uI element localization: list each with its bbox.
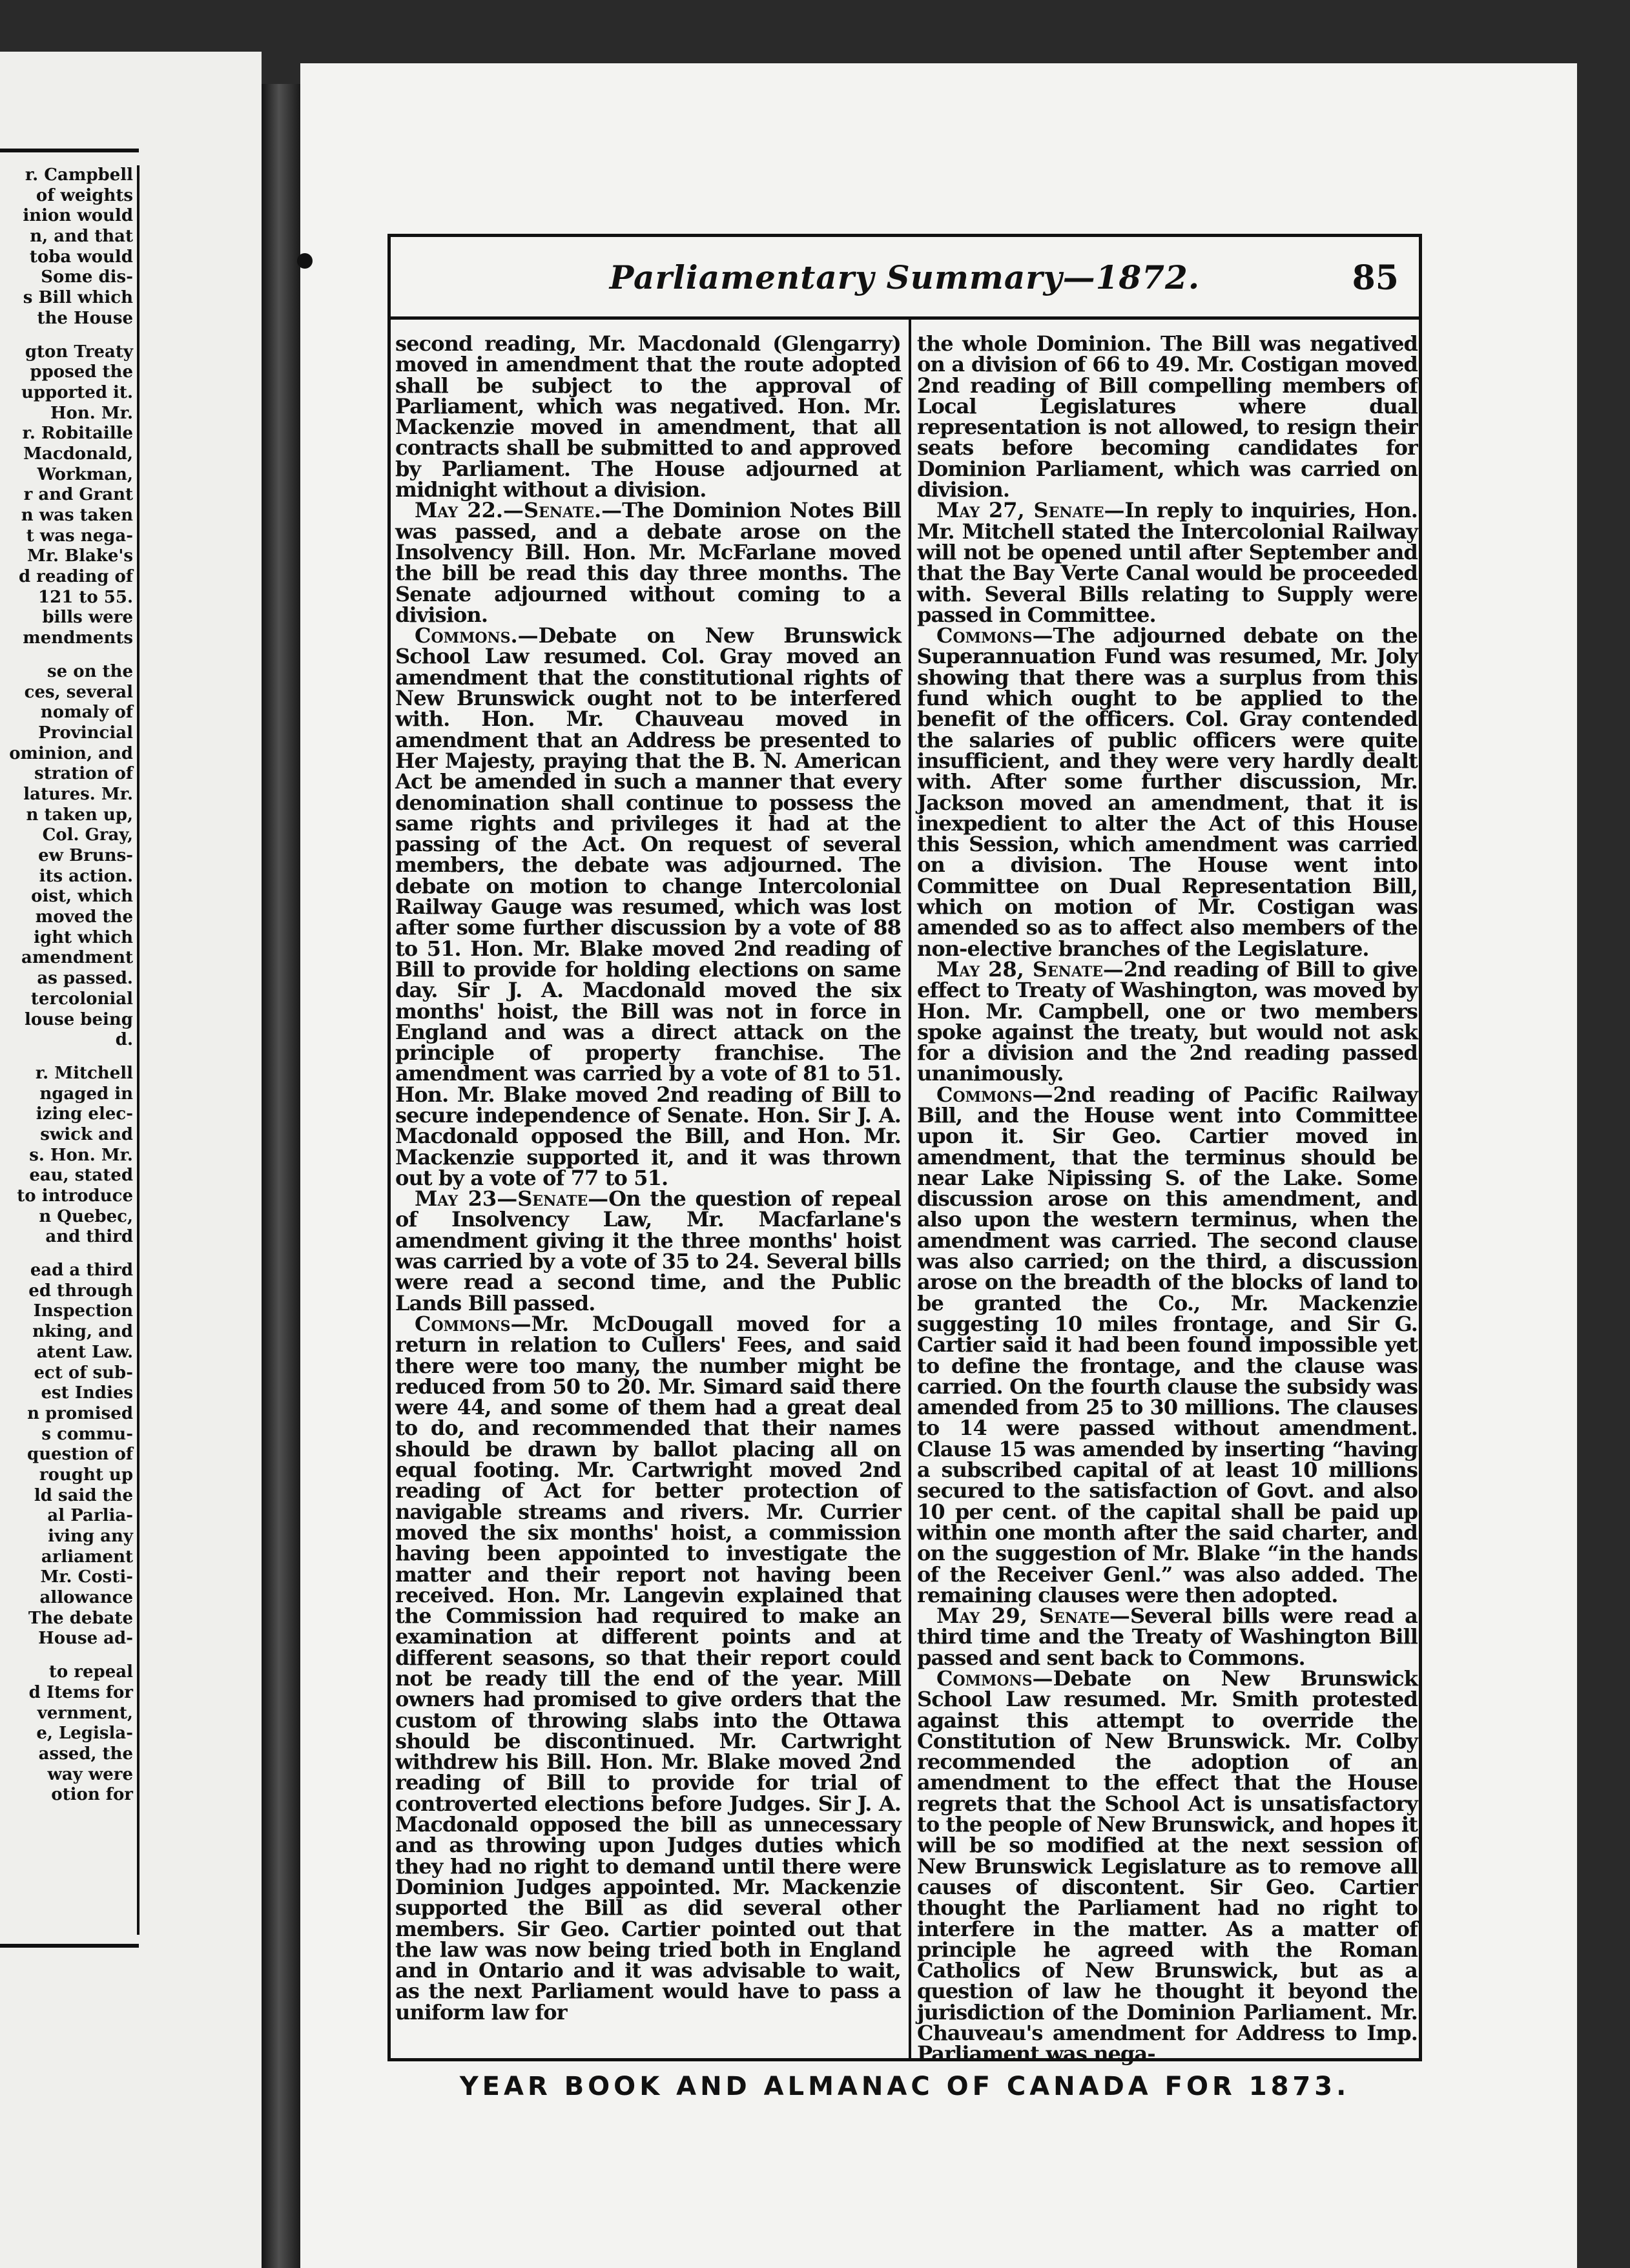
facing-page-text-fragment: n taken up, <box>26 805 133 825</box>
facing-page-text-fragment: ead a third <box>30 1261 133 1281</box>
entry-text: second reading, Mr. Macdonald (Glengarry) moved in amendment that the route adopted shall be subject to the approval of Parliament, which was negatived. Hon. Mr. Mackenzie moved in amendment, that all contracts shall be submitted to and approved by Parliament. The House adjourned at midnight without a division. <box>395 331 901 502</box>
entry-text: The Dominion Notes Bill was passed, and a debate arose on the Insolvency Bill. Hon. Mr. McFarlane moved the bill be read this day three months. The Senate adjourned without coming to a division. <box>395 498 901 627</box>
facing-page-text-fragment: Inspection <box>33 1301 133 1321</box>
summary-paragraph <box>917 1084 1418 1605</box>
summary-paragraph <box>917 500 1418 625</box>
facing-page-text-fragment: of weights <box>36 185 133 205</box>
entry-heading: Commons— <box>936 1666 1053 1691</box>
facing-page-text-fragment: eau, stated <box>29 1166 133 1186</box>
column-divider <box>909 316 911 2061</box>
facing-page-text-fragment: est Indies <box>41 1383 133 1403</box>
facing-page-text-fragment: n, and that <box>30 227 133 247</box>
entry-heading: Commons— <box>936 1082 1053 1107</box>
facing-page-text-fragment: arliament <box>41 1547 133 1567</box>
facing-page-text-fragment: iving any <box>48 1527 133 1546</box>
facing-page-text-fragment: upported it. <box>21 382 133 402</box>
facing-page-text-fragment: ces, several <box>24 682 133 702</box>
facing-page-text-fragment: s Bill which <box>23 288 133 308</box>
facing-page-text-fragment: r. Campbell <box>25 165 133 185</box>
facing-page-text-fragment: to repeal <box>48 1662 133 1682</box>
facing-page-text-fragment: nomaly of <box>40 703 133 723</box>
facing-page-text-fragment: se on the <box>47 661 133 681</box>
facing-page-text-fragment: s commu- <box>41 1424 133 1444</box>
entry-heading: Commons— <box>415 1311 531 1336</box>
facing-page-text-fragment: Col. Gray, <box>42 825 133 845</box>
facing-page-text-fragment: The debate <box>28 1608 133 1628</box>
entry-text: The adjourned debate on the Superannuation Fund was resumed, Mr. Joly showing that there was a surplus from this fund which ought to be applied to the benefit of the officers. Col. Gray contended the salaries of public officers were quite insufficient, and they were very hardly dealt with. After some further discussion, Mr. Jackson moved an amendment, that it is inexpedient to alter the Act of this House this Session, which amendment was carried on a division. The House went into Committee on Dual Representation Bill, which on motion of Mr. Costigan was amended so as to affect also members of the non-elective branches of the Legislature. <box>917 623 1418 961</box>
facing-page-text-fragment: ominion, and <box>9 743 133 763</box>
page-header <box>387 258 1422 306</box>
facing-page-text-fragment: and third <box>45 1227 133 1247</box>
facing-page-text-fragment: Mr. Costi- <box>40 1567 133 1587</box>
entry-heading: May 28, Senate— <box>936 956 1124 982</box>
facing-page-text-fragment: allowance <box>39 1588 133 1608</box>
entry-text: Several bills were read a third time and the Treaty of Washington Bill passed and sent back to Commons. <box>917 1603 1418 1670</box>
facing-page-text-fragment: latures. Mr. <box>23 784 133 804</box>
binding-hole <box>297 253 313 269</box>
facing-page-text-fragment: d reading of <box>18 567 133 587</box>
facing-page-text-fragment: e, Legisla- <box>36 1724 133 1744</box>
facing-page-bottom-rule <box>0 1944 139 1948</box>
entry-heading: Commons— <box>936 623 1053 648</box>
facing-page-text-fragment: atent Law. <box>36 1342 133 1362</box>
summary-paragraph <box>395 1311 901 2025</box>
facing-page-text-fragment: n was taken <box>21 506 133 525</box>
facing-page-text-fragment: d Items for <box>28 1682 133 1702</box>
facing-page-text-fragment: r. Robitaille <box>22 424 133 444</box>
facing-page-text-fragment: stration of <box>34 764 133 784</box>
facing-page-text-fragment: Mr. Blake's <box>26 546 133 566</box>
facing-page-text-fragment: ect of sub- <box>34 1363 133 1383</box>
facing-page-text-fragment: n promised <box>27 1403 133 1423</box>
facing-page-text-fragment: otion for <box>51 1785 133 1805</box>
facing-page-text-fragment: moved the <box>35 907 133 927</box>
facing-page-text-fragment: Macdonald, <box>23 444 133 464</box>
facing-page-text-fragment: izing elec- <box>36 1104 133 1124</box>
summary-paragraph <box>917 1668 1418 2065</box>
entry-text: On the question of repeal of Insolvency Law, Mr. Macfarlane's amendment giving it the three months' hoist was carried by a vote of 35 to 24. Several bills were read a second time, and the Public Lands Bill passed. <box>395 1186 901 1315</box>
facing-page-text-fragment: tercolonial <box>30 989 133 1009</box>
facing-page-text-fragment: vernment, <box>37 1703 133 1723</box>
facing-page-text-fragment: r. Mitchell <box>35 1063 133 1083</box>
book-gutter <box>262 84 300 2268</box>
entry-text: In reply to inquiries, Hon. Mr. Mitchell stated the Intercolonial Railway will not be opened until after September and that the Bay Verte Canal would be proceeded with. Several Bills relating to Supply were passed in Committee. <box>917 498 1418 627</box>
summary-paragraph <box>917 956 1418 1086</box>
facing-page-text-fragment: assed, the <box>38 1744 133 1764</box>
facing-page-text-fragment: s. Hon. Mr. <box>29 1145 133 1165</box>
page-footer: YEAR BOOK AND ALMANAC OF CANADA FOR 1873. <box>459 2072 1350 2101</box>
facing-page-text-fragment: amendment <box>21 948 133 968</box>
facing-page-text-fragment: Some dis- <box>41 267 133 287</box>
summary-paragraph <box>917 1605 1418 1668</box>
facing-page-text-fragment: ed through <box>28 1281 133 1301</box>
facing-page-text-fragment: pposed the <box>30 362 133 382</box>
header-rule <box>387 316 1422 320</box>
facing-page-text-fragment: Provincial <box>38 723 133 743</box>
summary-paragraph <box>395 500 901 625</box>
facing-page-text-fragment: inion would <box>23 206 133 226</box>
entry-text: the whole Dominion. The Bill was negatived on a division of 66 to 49. Mr. Costigan moved 2nd reading of Bill compelling members of Local Legislatures where dual representation is not allowed, to resign their seats before becoming candidates for Dominion Parliament, which was carried on division. <box>917 331 1418 502</box>
entry-text: 2nd reading of Pacific Railway Bill, and the House went into Committee upon it. Sir Geo. Cartier moved in amendment, that the terminus should be near Lake Nipissing S. of the Lake. Some discussion arose on this amendment, and also upon the western terminus, when the amendment was carried. The second clause was also carried; on the third, a discussion arose on the breadth of the blocks of land to be granted the Co., Mr. Mackenzie suggesting 10 miles frontage, and Sir G. Cartier said it had been found impossible yet to define the frontage, and the clause was carried. On the fourth clause the subsidy was amended from 25 to 30 millions. The clauses to 14 were passed without amendment. Clause 15 was amended by inserting “having a subscribed capital of at least 10 millions secured to the satisfaction of Govt. and also 10 per cent. of the capital shall be paid up within one month after the said charter, and on the suggestion of Mr. Blake “in the hands of the Receiver Genl.” was also added. The remaining clauses were then adopted. <box>917 1082 1418 1607</box>
entry-text: Debate on New Brunswick School Law resumed. Col. Gray moved an amendment that the constitutional rights of New Brunswick ought not to be interfered with. Hon. Mr. Chauveau moved in amendment that an Address be presented to Her Majesty, praying that the B. N. American Act be amended in such a manner that every denomination shall continue to possess the same rights and privileges it had at the passing of the Act. On request of several members, the debate was adjourned. The debate on motion to change Intercolonial Railway Gauge was resumed, which was lost after some further discussion by a vote of 88 to 51. Hon. Mr. Blake moved 2nd reading of Bill to provide for holding elections on same day. Sir J. A. Macdonald moved the six months' hoist, the Bill was not in force in England and was a direct attack on the principle of property franchise. The amendment was carried by a vote of 81 to 51. Hon. Mr. Blake moved 2nd reading of Bill to secure independence of Senate. Hon. Sir J. A. Macdonald opposed the Bill, and Hon. Mr. Mackenzie supported it, and it was thrown out by a vote of 77 to 51. <box>395 623 901 1190</box>
facing-page-text-fragment: n Quebec, <box>39 1206 133 1226</box>
facing-page-text-fragment: al Parlia- <box>47 1506 133 1526</box>
facing-page-top-rule <box>0 149 139 152</box>
facing-page-column <box>0 165 139 1935</box>
facing-page-text-fragment: toba would <box>29 247 133 267</box>
facing-page-text-fragment: ngaged in <box>39 1084 133 1104</box>
facing-page-text-fragment: Workman, <box>37 464 133 484</box>
facing-page-text-fragment: swick and <box>40 1124 133 1144</box>
facing-page-text-fragment: as passed. <box>37 969 133 989</box>
facing-page-text-fragment: nking, and <box>32 1322 133 1342</box>
facing-page-text-fragment: ld said the <box>34 1485 133 1505</box>
facing-page-text-fragment: way were <box>47 1764 133 1784</box>
entry-heading: May 22.—Senate.— <box>415 498 623 523</box>
entry-heading: May 23—Senate— <box>415 1186 609 1211</box>
facing-page-text-fragment: bills were <box>42 608 133 628</box>
running-title: Parliamentary Summary—1872. <box>609 258 1201 296</box>
facing-page-text-fragment: mendments <box>23 628 133 648</box>
entry-heading: May 29, Senate— <box>936 1603 1130 1629</box>
entry-heading: May 27, Senate— <box>936 498 1125 523</box>
summary-paragraph <box>917 625 1418 959</box>
facing-page-text-fragment: d. <box>115 1030 133 1050</box>
facing-page-text-fragment: its action. <box>39 866 133 886</box>
summary-paragraph <box>917 333 1418 500</box>
facing-page-text-fragment: gton Treaty <box>25 342 133 362</box>
facing-page-text-fragment: the House <box>37 308 133 328</box>
facing-page-text-fragment: louse being <box>24 1009 133 1029</box>
entry-heading: Commons.— <box>415 623 539 648</box>
facing-page-text-fragment: to introduce <box>17 1186 133 1206</box>
facing-page-text-fragment: Hon. Mr. <box>50 403 133 423</box>
summary-paragraph <box>395 625 901 1188</box>
facing-page-text-fragment: House ad- <box>38 1629 133 1649</box>
facing-page-text-fragment: oist, which <box>31 887 133 907</box>
entry-text: 2nd reading of Bill to give effect to Treaty of Washington, was moved by Hon. Mr. Campbell, one or two members spoke against the treaty, but would not ask for a division and the 2nd reading passed unanimously. <box>917 956 1418 1086</box>
page-number: 85 <box>1352 258 1399 298</box>
facing-page-text-fragment: ew Bruns- <box>38 846 133 865</box>
facing-page-text-fragment: rought up <box>39 1465 133 1485</box>
facing-page-text-fragment: t was nega- <box>26 526 133 546</box>
left-column <box>395 333 901 2045</box>
facing-page-text-fragment: r and Grant <box>23 485 133 505</box>
entry-text: Mr. McDougall moved for a return in relation to Cullers' Fees, and said there were too many, the number might be reduced from 50 to 20. Mr. Simard said there were 44, and some of them had a great deal to do, and recommended that their names should be drawn by ballot placing all on equal footing. Mr. Cartwright moved 2nd reading of Act for better protection of navigable streams and rivers. Mr. Currier moved the six months' hoist, a commission having been appointed to investigate the matter and their report not having been received. Hon. Mr. Langevin explained that the Commission had required to make an examination at different points and at different seasons, so that their report could not be ready till the end of the year. Mill owners had promised to give orders that the custom of throwing slabs into the Ottawa should be discontinued. Mr. Cartwright withdrew his Bill. Hon. Mr. Blake moved 2nd reading of Bill to provide for trial of controverted elections before Judges. Sir J. A. Macdonald opposed the bill as unnecessary and as throwing upon Judges duties which they had no right to demand until there were Dominion Judges appointed. Mr. Mackenzie supported the Bill as did several other members. Sir Geo. Cartier pointed out that the law was now being tried both in England and in Ontario and it was advisable to wait, as the next Parliament would have to pass a uniform law for <box>395 1311 901 2025</box>
summary-paragraph <box>395 1188 901 1314</box>
entry-text: Debate on New Brunswick School Law resumed. Mr. Smith protested against this attempt to override the Constitution of New Brunswick. Mr. Colby recommended the adoption of an amendment to the effect that the House regrets that the School Act is unsatisfactory to the people of New Brunswick, and hopes it will be so modified at the next session of New Brunswick Legislature as to remove all causes of discontent. Sir Geo. Cartier thought the Parliament had no right to interfere in the matter. As a matter of principle he agreed with the Roman Catholics of New Brunswick, but as a question of law he thought it beyond the jurisdiction of the Dominion Parliament. Mr. Chauveau's amendment for Address to Imp. Parliament was nega- <box>917 1666 1418 2067</box>
facing-page-text-fragment: ight which <box>34 927 133 947</box>
right-column <box>917 331 1418 2067</box>
facing-page-text-fragment: question of <box>27 1445 133 1465</box>
summary-paragraph <box>395 333 901 500</box>
facing-page-text-fragment: 121 to 55. <box>38 587 133 607</box>
